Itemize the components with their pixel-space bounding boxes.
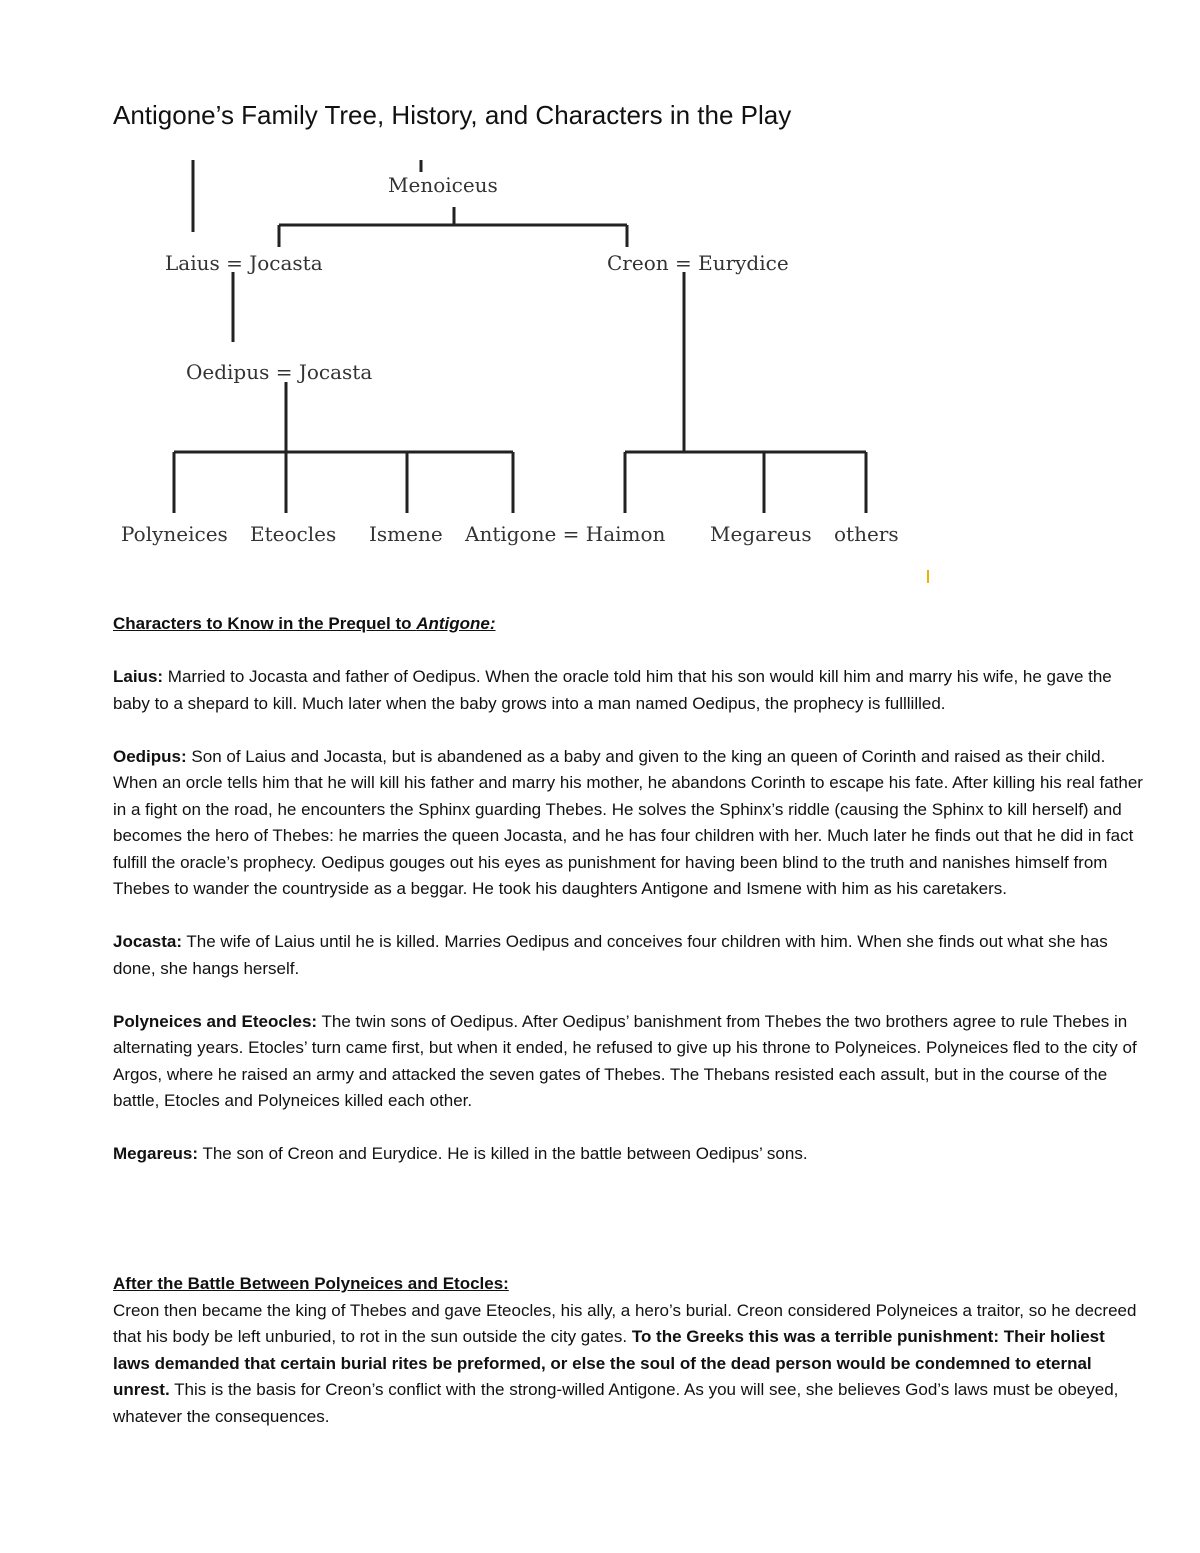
- tree-node-polyneices: Polyneices: [121, 522, 228, 546]
- after-battle-heading: After the Battle Between Polyneices and Etocles:: [113, 1274, 509, 1293]
- character-name: Laius:: [113, 667, 164, 686]
- character-name: Megareus:: [113, 1144, 199, 1163]
- character-description: The twin sons of Oedipus. After Oedipus’ banishment from Thebes the two brothers agree to rule Thebes in alternating years. Etocles’ turn came first, but when it ended, he refused to give up his throne to Polyneices. Polyneices fled to the city of Argos, where he raised an army and attacked the seven gates of Thebes. The Thebans resisted each assult, but in the course of the battle, Etocles and Polyneices killed each other.: [113, 1011, 1137, 1110]
- character-name: Oedipus:: [113, 746, 187, 766]
- character-name: Polyneices and Eteocles:: [113, 1011, 318, 1031]
- character-entry-laius: [113, 664, 1143, 717]
- tree-node-others: others: [834, 522, 899, 546]
- character-entry-polyneices-eteocles: [113, 1009, 1143, 1115]
- character-description: Son of Laius and Jocasta, but is abandened as a baby and given to the king an queen of Corinth and raised as their child. When an orcle tells him that he will kill his father and marry his mother, he abandons Corinth to escape his fate. After killing his real father in a fight on the road, he encounters the Sphinx guarding Thebes. He solves the Sphinx’s riddle (causing the Sphinx to kill herself) and becomes the hero of Thebes: he marries the queen Jocasta, and he has four children with her. Much later he finds out that he did in fact fulfill the oracle’s prophecy. Oedipus gouges out his eyes as punishment for having been blind to the truth and nanishes himself from Thebes to wander the countryside as a beggar. He took his daughters Antigone and Ismene with him as his caretakers.: [113, 746, 1143, 898]
- prequel-heading: [113, 611, 1143, 638]
- page-title: Antigone’s Family Tree, History, and Characters in the Play: [113, 100, 792, 130]
- character-entry-oedipus: [113, 744, 1143, 903]
- character-entry-megareus: [113, 1141, 1143, 1168]
- tree-node-laius-jocasta: Laius = Jocasta: [165, 251, 323, 275]
- character-name: Jocasta:: [113, 932, 182, 951]
- after-battle-bold-text: To the Greeks this was a terrible punishment: Their holiest laws demanded that certain burial rites be preformed, or else the soul of the dead person would be condemned to eternal unrest.: [113, 1327, 1105, 1399]
- prequel-heading-prefix: Characters to Know in the Prequel to: [113, 614, 417, 633]
- tree-node-antigone-haimon: Antigone = Haimon: [465, 522, 666, 546]
- after-battle-section: [113, 1271, 1143, 1430]
- tree-node-megareus: Megareus: [710, 522, 812, 546]
- tree-node-ismene: Ismene: [369, 522, 443, 546]
- after-battle-paragraph: [113, 1298, 1143, 1431]
- tree-node-menoiceus: Menoiceus: [388, 173, 498, 197]
- tree-node-eteocles: Eteocles: [250, 522, 337, 546]
- character-description: Married to Jocasta and father of Oedipus. When the oracle told him that his son would kill him and marry his wife, he gave the baby to a shepard to kill. Much later when the baby grows into a man named Oedipus, the prophecy is fulllilled.: [113, 667, 1112, 713]
- prequel-heading-title: Antigone:: [416, 614, 496, 633]
- tree-node-creon-eurydice: Creon = Eurydice: [607, 251, 789, 275]
- after-battle-text-1: Creon then became the king of Thebes and gave Eteocles, his ally, a hero’s burial. Creon considered Polyneices a traitor, so he decreed that his body be left unburied, to rot in the sun outside the city gates.: [113, 1300, 1137, 1346]
- prequel-section: [113, 611, 1143, 1194]
- character-description: The wife of Laius until he is killed. Marries Oedipus and conceives four children with him. When she finds out what she has done, she hangs herself.: [113, 932, 1108, 978]
- after-battle-text-2: This is the basis for Creon’s conflict with the strong-willed Antigone. As you will see, she believes God’s laws must be obeyed, whatever the consequences.: [113, 1380, 1119, 1426]
- character-description: The son of Creon and Eurydice. He is killed in the battle between Oedipus’ sons.: [198, 1144, 808, 1163]
- character-entry-jocasta: [113, 929, 1143, 982]
- family-tree-diagram: [0, 150, 1000, 590]
- tree-node-oedipus-jocasta: Oedipus = Jocasta: [186, 360, 373, 384]
